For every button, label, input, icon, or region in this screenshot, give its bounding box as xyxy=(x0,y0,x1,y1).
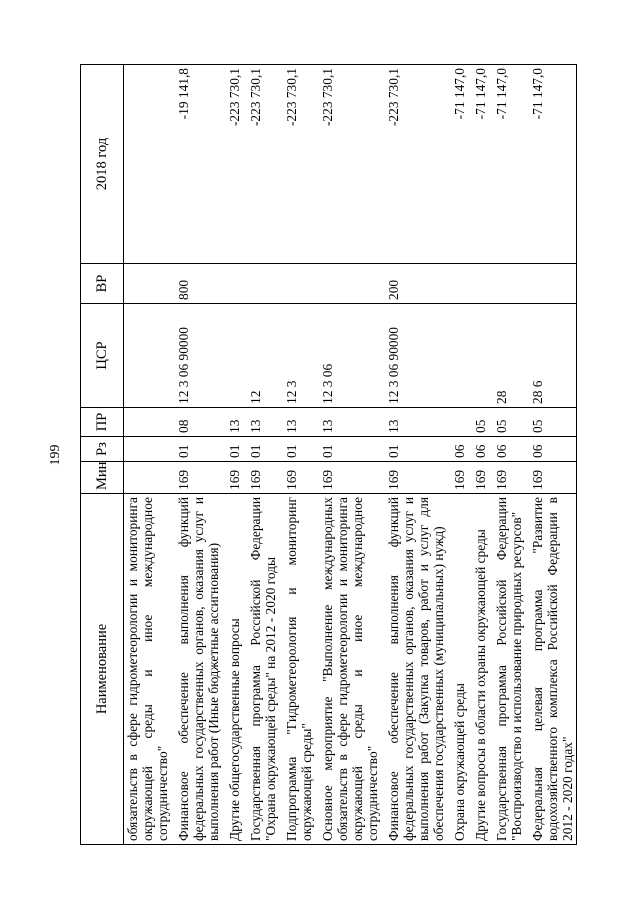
row-vr-cell: 200 xyxy=(381,264,447,304)
row-vr-cell xyxy=(447,264,468,304)
row-name-cell: Охрана окружающей среды xyxy=(447,494,468,845)
row-min-cell: 169 xyxy=(315,462,381,494)
row-value-cell: -223 730,1 xyxy=(222,65,243,264)
table-header-row xyxy=(81,65,124,845)
row-csr-cell: 12 xyxy=(243,304,279,408)
row-value-cell: -223 730,1 xyxy=(243,65,279,264)
header-pr: ПР xyxy=(81,408,124,437)
row-value-cell: -223 730,1 xyxy=(315,65,381,264)
row-min-cell xyxy=(124,462,172,494)
row-name-cell: Подпрограмма "Гидрометеорология и мониторинг окружающей среды" xyxy=(279,494,315,845)
row-pr-cell: 13 xyxy=(279,408,315,437)
row-rz-cell: 06 xyxy=(489,437,525,462)
budget-table xyxy=(80,64,577,845)
row-csr-cell: 28 6 xyxy=(525,304,577,408)
row-name-cell: Другие вопросы в области охраны окружающей среды xyxy=(468,494,489,845)
row-pr-cell: 13 xyxy=(243,408,279,437)
table-row xyxy=(381,65,447,845)
row-pr-cell: 05 xyxy=(489,408,525,437)
row-rz-cell: 01 xyxy=(243,437,279,462)
table-row xyxy=(171,65,222,845)
row-pr-cell: 13 xyxy=(381,408,447,437)
row-csr-cell xyxy=(222,304,243,408)
row-min-cell: 169 xyxy=(171,462,222,494)
table-row xyxy=(243,65,279,845)
row-name-cell: Финансовое обеспечение выполнения функций федеральных государственных органов, оказания услуг и выполнения работ (Иные бюджетные ассигнования) xyxy=(171,494,222,845)
row-pr-cell: 13 xyxy=(222,408,243,437)
row-min-cell: 169 xyxy=(222,462,243,494)
row-min-cell: 169 xyxy=(447,462,468,494)
row-value-cell xyxy=(124,65,172,264)
row-value-cell: -19 141,8 xyxy=(171,65,222,264)
row-min-cell: 169 xyxy=(381,462,447,494)
table-row xyxy=(279,65,315,845)
row-pr-cell: 08 xyxy=(171,408,222,437)
row-min-cell: 169 xyxy=(279,462,315,494)
row-pr-cell xyxy=(124,408,172,437)
row-rz-cell xyxy=(124,437,172,462)
table-row xyxy=(222,65,243,845)
row-pr-cell: 13 xyxy=(315,408,381,437)
row-name-cell: Основное мероприятие "Выполнение международных обязательств в сфере гидрометеорологии и мониторинга окружающей среды и иное международное сотрудничество" xyxy=(315,494,381,845)
row-value-cell: -223 730,1 xyxy=(381,65,447,264)
header-csr: ЦСР xyxy=(81,304,124,408)
row-csr-cell: 28 xyxy=(489,304,525,408)
row-vr-cell xyxy=(489,264,525,304)
row-value-cell: -71 147,0 xyxy=(468,65,489,264)
row-csr-cell: 12 3 06 90000 xyxy=(171,304,222,408)
row-value-cell: -71 147,0 xyxy=(447,65,468,264)
row-csr-cell xyxy=(124,304,172,408)
row-value-cell: -71 147,0 xyxy=(489,65,525,264)
row-rz-cell: 01 xyxy=(279,437,315,462)
row-vr-cell xyxy=(315,264,381,304)
row-csr-cell: 12 3 06 90000 xyxy=(381,304,447,408)
row-vr-cell: 800 xyxy=(171,264,222,304)
row-value-cell: -223 730,1 xyxy=(279,65,315,264)
row-name-cell: Финансовое обеспечение выполнения функций федеральных государственных органов, оказания услуг и выполнения работ (Закупка товаров, работ и услуг для обеспечения государственных (муниципальных) нужд) xyxy=(381,494,447,845)
table-row xyxy=(124,65,172,845)
header-year: 2018 год xyxy=(81,65,124,264)
row-rz-cell: 01 xyxy=(222,437,243,462)
row-name-cell: Федеральная целевая программа "Развитие водохозяйственного комплекса Российской Федерации в 2012 - 2020 годах" xyxy=(525,494,577,845)
row-pr-cell: 05 xyxy=(468,408,489,437)
row-csr-cell: 12 3 xyxy=(279,304,315,408)
row-vr-cell xyxy=(243,264,279,304)
row-pr-cell xyxy=(447,408,468,437)
row-vr-cell xyxy=(525,264,577,304)
row-vr-cell xyxy=(222,264,243,304)
header-name: Наименование xyxy=(81,494,124,845)
row-value-cell: -71 147,0 xyxy=(525,65,577,264)
row-rz-cell: 06 xyxy=(468,437,489,462)
header-min: Мин xyxy=(81,462,124,494)
row-min-cell: 169 xyxy=(243,462,279,494)
row-vr-cell xyxy=(124,264,172,304)
table-row xyxy=(525,65,577,845)
header-vr: ВР xyxy=(81,264,124,304)
row-vr-cell xyxy=(279,264,315,304)
row-name-cell: Государственная программа Российской Федерации "Охрана окружающей среды" на 2012 - 2020 годы xyxy=(243,494,279,845)
row-rz-cell: 01 xyxy=(171,437,222,462)
rotated-page xyxy=(40,65,575,845)
row-vr-cell xyxy=(468,264,489,304)
row-name-cell: обязательств в сфере гидрометеорологии и мониторинга окружающей среды и иное международное сотрудничество" xyxy=(124,494,172,845)
header-rz: Рз xyxy=(81,437,124,462)
row-pr-cell: 05 xyxy=(525,408,577,437)
row-csr-cell xyxy=(447,304,468,408)
row-rz-cell: 06 xyxy=(447,437,468,462)
row-rz-cell: 06 xyxy=(525,437,577,462)
table-row xyxy=(447,65,468,845)
row-name-cell: Другие общегосударственные вопросы xyxy=(222,494,243,845)
row-min-cell: 169 xyxy=(468,462,489,494)
table-row xyxy=(468,65,489,845)
page-number: 199 xyxy=(48,444,63,466)
row-rz-cell: 01 xyxy=(315,437,381,462)
table-row xyxy=(315,65,381,845)
row-min-cell: 169 xyxy=(525,462,577,494)
row-csr-cell xyxy=(468,304,489,408)
table-row xyxy=(489,65,525,845)
row-csr-cell: 12 3 06 xyxy=(315,304,381,408)
row-min-cell: 169 xyxy=(489,462,525,494)
row-rz-cell: 01 xyxy=(381,437,447,462)
row-name-cell: Государственная программа Российской Федерации "Воспроизводство и использование природных ресурсов" xyxy=(489,494,525,845)
